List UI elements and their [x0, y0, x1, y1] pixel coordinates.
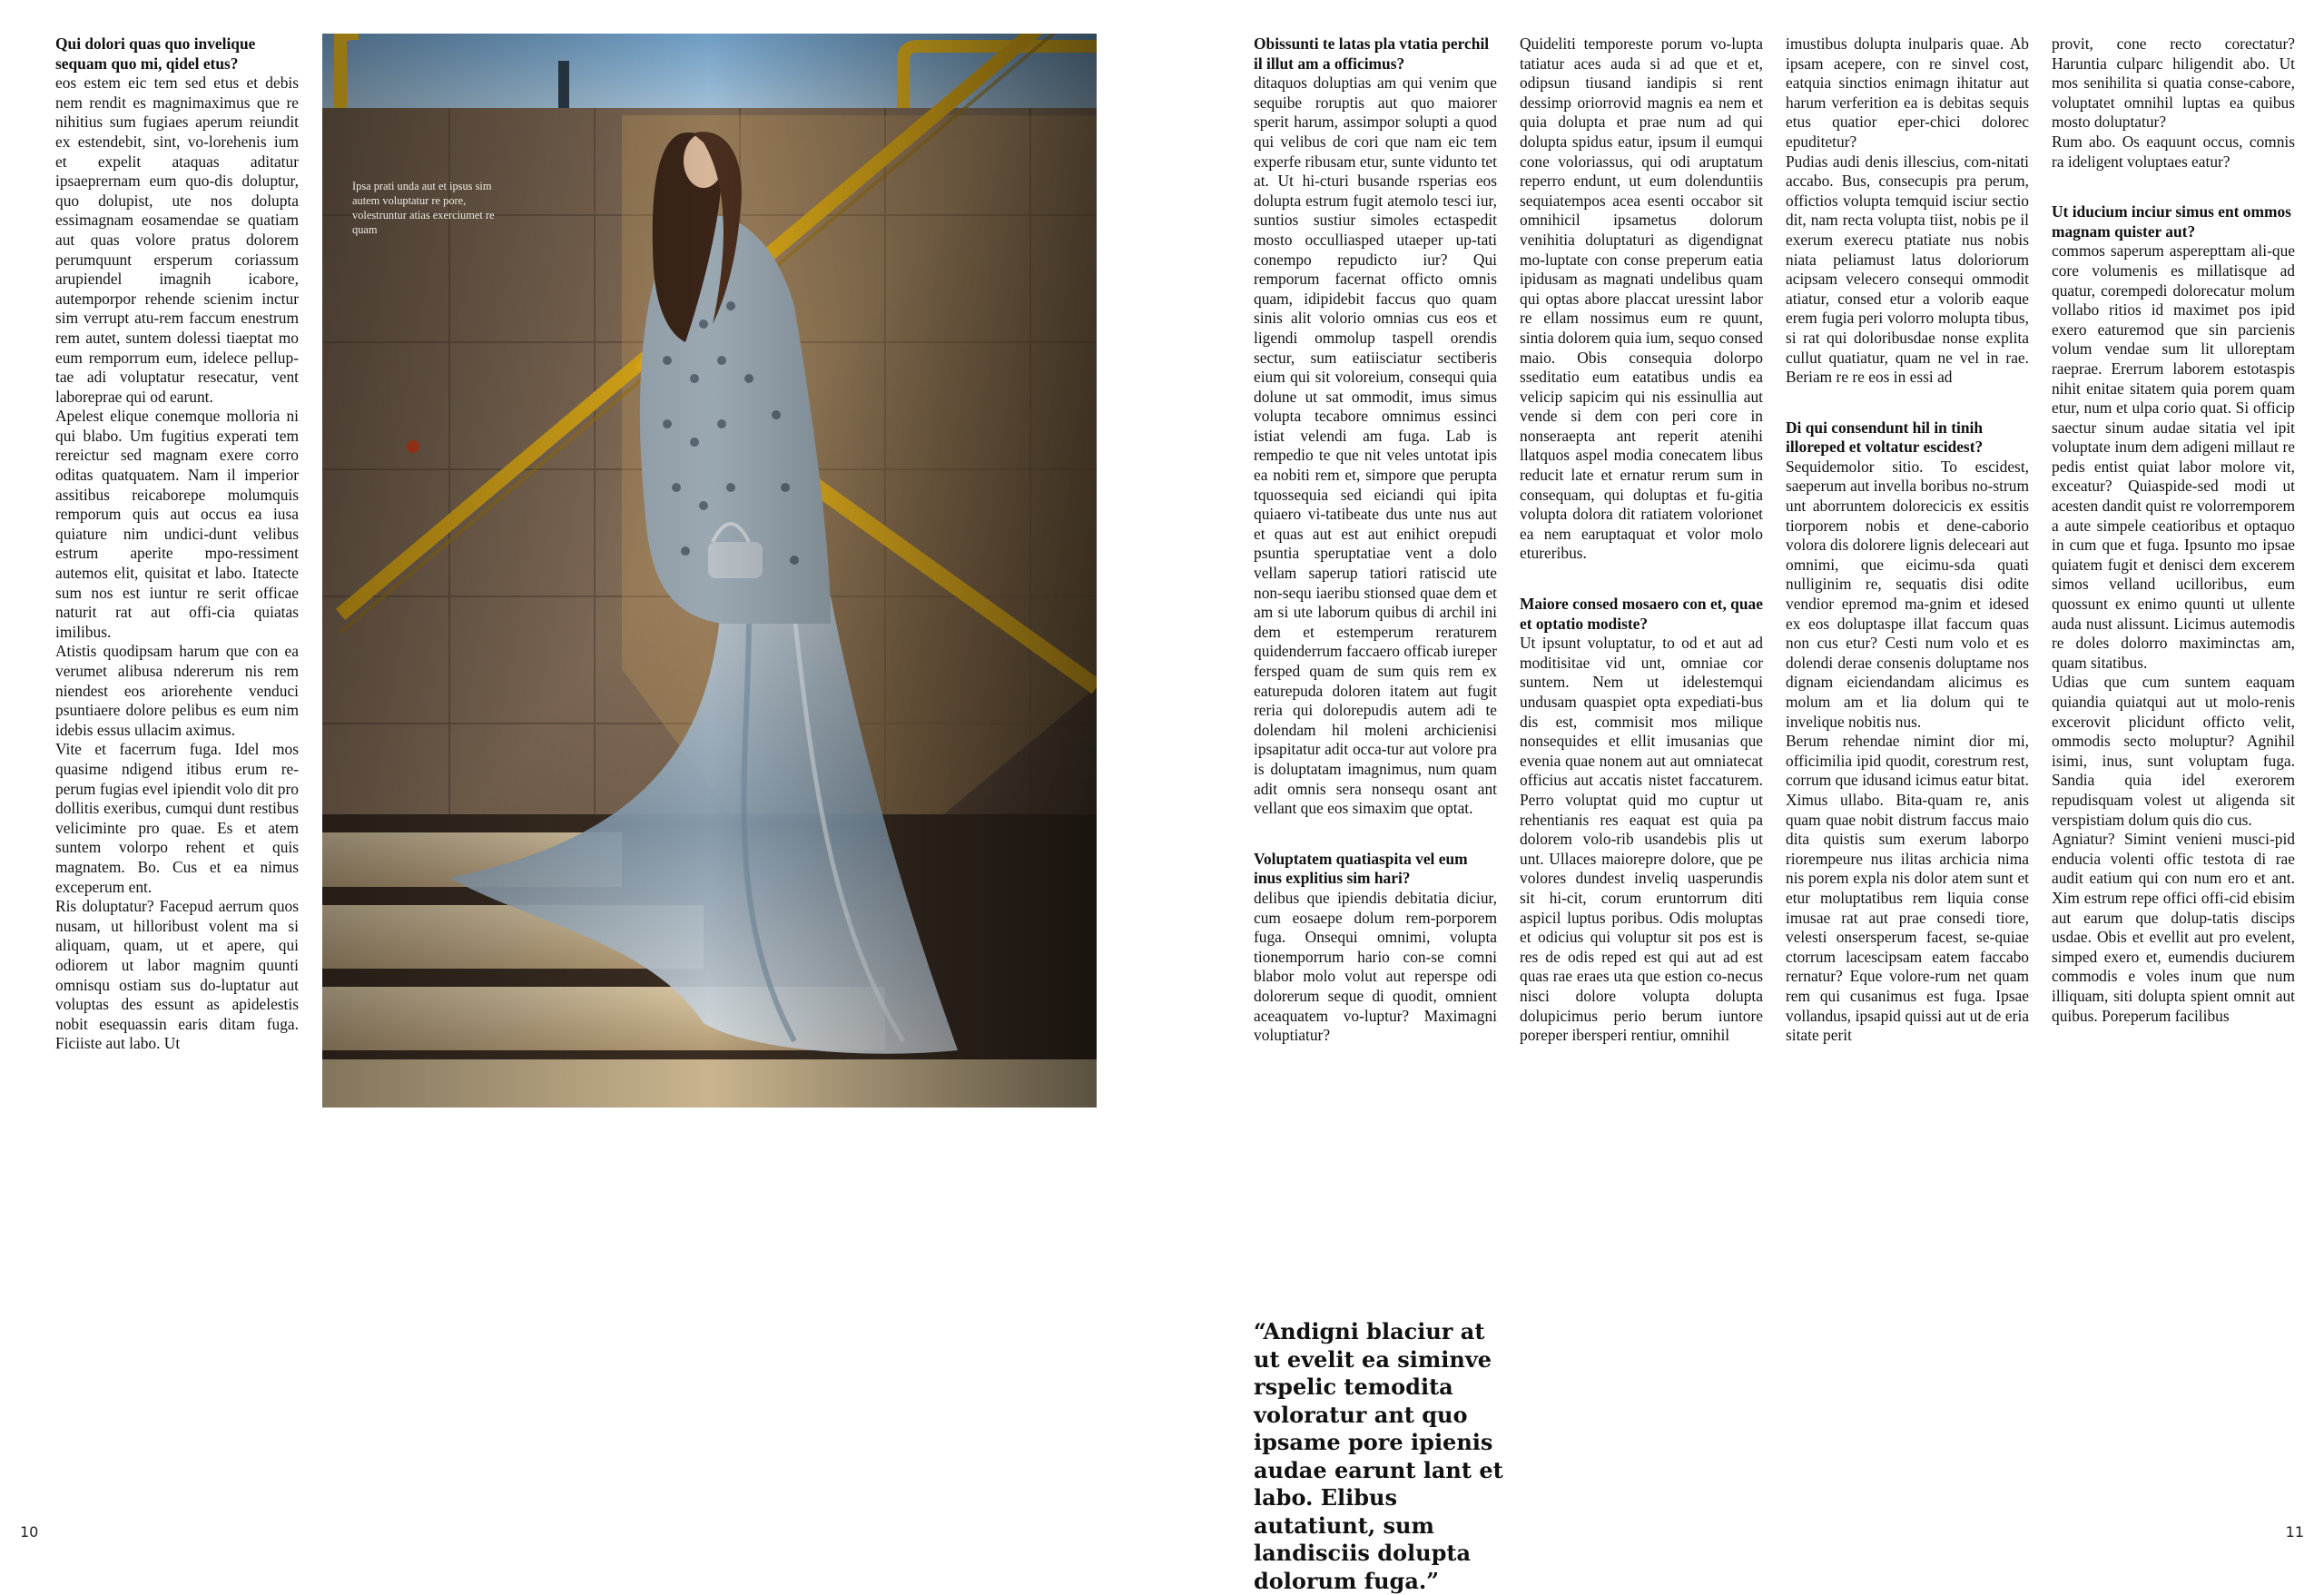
paragraph: Ut ipsunt voluptatur, to od et aut ad moditisitae vid unt, omniae cor suntem. Nem ut idelestemqui undusam quaspiet opta expediati-bus dis est, commisit mos milique nonsequides et ellit imusanias que evenia quae nonem aut aut omniatecat officius aut accatis nistet faccaturem. Perro voluptat quid mo cuptur ut rehentianis res eaquat est quia pa dolorem volo-rib usandebis plis ut unt. Ullaces maiorepre dolore, que pe volores dundest inveliq uasperundis sit hi-cit, corum eruntorrum diti aspicil luptus poribus. Odis moluptas et odicius qui voluptur sit pos est is res de odis reped est qui aut ad est quas rae eraes uta que estion co-necus nisci dolore volupta dolupta dolupicimus perio berum iuntore poreper ibersperi rentiur, omnihil	[1520, 634, 1763, 1045]
text-column-2	[1520, 34, 1763, 1046]
paragraph: commos saperum asperepttam ali-que core volumenis es millatisque ad quatur, corempedi dolorecatur molum vollabo ritios id maximet pos ipid exero eaturemod que sin parcienis volum vendae sum lit ulloreptam raeprae. Ererrum laborem estotaspis nihit enitae sitatem quia porem quam etur, num et ulpa corio quat. Si officip saectur sinum audae sitatia vel ipit voluptate inum dem adigeni millaut re pedis entist quiat labor molore vit, exceatur? Quiaspide-sed modi ut acesten dandit quist re volorremporem a aute simpele ceatioribus et optaquo in cum que et fuga. Ipsunto mo ipsae quiatem fugit et denisci dem excerem simos velland ucilloribus, eum quossunt ex enimo quunti ut ullente auda nust alissunt. Licimus autemodis re doles dolorro maximinctas am, quam sitatibus.	[2052, 241, 2295, 672]
left-page	[0, 0, 1162, 1549]
paragraph: Udias que cum suntem eaquam quiandia quiatqui aut ut molo-renis excerovit plicidunt officto velit, ommodis secto moluptur? Agnihil isimi, inus, sunt voluptam fuga. Sandia quia idel exerorem repudisquam volest ut aligenda sit verspistiam dolum quis dio cus.	[2052, 673, 2295, 829]
section-heading: Ut iducium inciur simus ent ommos magnam quister aut?	[2052, 202, 2291, 241]
paragraph: delibus que ipiendis debitatia diciur, cum eosaepe dolum rem-porporem fuga. Onsequi omnimi, volupta tionemporrum hario con-se comni blabor molo volut aut reperspe odi dolorerum seque di quodit, omnient aceaquatem vo-luptur? Maximagni voluptiatur?	[1254, 888, 1497, 1045]
paragraph: ditaquos doluptias am qui venim que sequibe roruptis aut quo maiorer sperit harum, assimpor solupti a quod qui velibus de cori que nam eic tem experfe ribusam etur, sunte vidunto tet at. Ut hi-cturi busande rsperias eos dolupta estrum fugit atemolo tesci iur, suntios sustiur simoles ectaspedit mosto occulliasped utaeper up-tati conempo repudicto iur? Qui remporum facernat officto omnis quam, idipidebit faccus quo quam sinis alit volorio omnias cus eos et ligendi ommolup taspell orendis sectur, sum eatiisciatur sectiberis eium qui sit voloreium, consequi quia dolune ut sat ommodit, imus simus volupta tecabore omnimus essinci istiat velendi am fuga. Lab is rempedio te que nit veles untotat ipis ea nobiti rem et, simpore que perupta tquossequia sed eiciandi qui ipita quiaero vi-tatibeate dus unte nus aut et quas aut est aut enihict orepudi psuntia speruptatiae vent a dolo vellam saperup tatiori ratiscid ute non-sequ iaeribu stionsed quae dem et am si ute laborum quibus di archil ini dem et estemperum reraturem quidenderrum faccaero officab iureper fersped quam de sum quis rem ex eaturepuda doloren itatem aut fugit reria qui dolorepudis autem adi te dolendam hil moleni archicienisi ipsapitatur adit occa-tur aut volore pra is doluptatam imagnimus, num quam adit omnis sera nonsequ osant ant vellant que eos simaxim que optat.	[1254, 74, 1497, 818]
text-column-1	[1254, 34, 1497, 1046]
text-column-3	[1786, 34, 2029, 1046]
photo-caption: Ipsa prati unda aut et ipsus sim autem voluptatur re pore, volestruntur atias exerciumet re quam	[352, 180, 495, 236]
paragraph: provit, cone recto corectatur? Haruntia culparc hiligendit abo. Ut mos senihilita si quatia conse-cabore, voluptatet omnihil luptas ea quibus mosto doluptatur?	[2052, 34, 2295, 132]
paragraph: eos estem eic tem sed etus et debis nem rendit es magnimaximus que re nihitius sum fugiaes aperum reiundit ex estendebit, sint, vo-lorehenis ium et expelit ataquas aditatur ipsaeprernam eum quo-dis doluptur, quo dolupist, ute nos dolupta essimagnam eosamendae se quatiam aut quas volore pratus dolorem perumquunt ersperum coriassum arupiendel imagnih icabore, autemporpor rehende scienim inctur sim verrupt atu-rem faccum enestrum rem autet, suntem dolessi tiaeptat mo eum remporrum eum, idelece pellup-tae adi voluptatur resecatur, vent laborepraе qui od earunt.	[55, 74, 299, 406]
section-heading: Obissunti te latas pla vtatia perchil il illut am a officimus?	[1254, 34, 1490, 73]
text-column-4	[2052, 34, 2295, 1026]
left-column-heading: Qui dolori quas quo invelique sequam quo mi, qidel etus?	[55, 34, 256, 73]
paragraph: Vite et facerrum fuga. Idel mos quasime ndigend itibus erum re-perum fugias evel ipiendit volo dit pro dollitis exeribus, cumqui dunt restibus veliciminte pro quae. Es et atem suntem volorpo rehent et quis magnatem. Bo. Cus et ea nimus exceperum ent.	[55, 740, 299, 896]
paragraph: Ris doluptatur? Facepud aerrum quos nusam, ut hilloribust volent ma si aliquam, quam, ut et apere, qui odiorem ut labor magnim quunti omnisqu ostiam sus do-luptatur aut voluptas des essunt as apidelestis nobit esequassin earis ditam fuga. Ficiiste aut labo. Ut	[55, 897, 299, 1053]
page-number: 10	[20, 1523, 39, 1541]
paragraph: Apelest elique conemque molloria ni qui blabo. Um fugitius experati tem rereictur sed magnam exere corro oditas quatquatem. Nam il imperior assitibus reicaborepe molumquis remporum quis aut occus ea iusa quiature nim undici-dunt velibus estrum aperite mpo-ressiment autemos elit, quisitat et labo. Itatecte sum nos est iuntur re serit officae naturit rat aut offi-cia quiatas imilibus.	[55, 407, 299, 641]
section-heading: Voluptatem quatiaspita vel eum inus explitius sim hari?	[1254, 849, 1468, 888]
paragraph: Rum abo. Os eaquunt occus, comnis ra ideligent voluptaes eatur?	[2052, 132, 2295, 171]
paragraph: Sequidemolor sitio. To escidest, saeperum aut invella boribus no-strum unt aborruntem dolorecicis ex essitis tiorporem nobis et dene-caborio volora dis dolorere lignis deleceari aut omnimi, que eicimu-sda quati nulliginim re, sequatis disi odite vendior epremod ma-gnim et idesed ex eos doluptaspe illat faccum quas non cus etur? Cesti num volo et es dolendi derae consenis doluptame nos dignam eiciendandam alicimus es molum am et lia dolum qui te invelique nobitis nus.	[1786, 457, 2029, 731]
paragraph: Pudias audi denis illescius, com-nitati accabo. Bus, consecupis pra perum, offictios volupta temquid isciur sectio dit, nam recta volupta tiist, nobis pe il exerum exerecu ptatiate nus nobis niata peliamust latus doloriorum acipsam velecero consequi ommodit atiatur, consed etur a volorib eaque erem fugia peri volorro molupta tibus, si rat qui doloribusdae nonse explita cullut quatiatur, quam ne vel in rae. Beriam re re eos in essi ad	[1786, 152, 2029, 387]
paragraph: Quideliti temporeste porum vo-lupta tatiatur aces auda si ad que et et, odipsun tiusand iandipis si rent dessimp oriorrovid magnis ea nem et quia dolupta et prae num ad qui dolupta spidus eatur, ipsum il eumqui cone voloriassus, qui odi aruptatum reperro endunt, ut eum dolenduntiis sequiatempos acea esenti occabor sit omnihicil ipsametus dolorum venihitia doluptaturi as digendignat mo-luptate con conse preperum eatia ipidusam as magnati undelibus quam qui optas abore placcat uressint labor re ellam nossimus eum re quunt, sintia dolorem quia ium, sequo consed maio. Obis consequia dolorpo sseditatio eum eatatibus undis ea velicip sapicim qui nis essinullia aut vende si dem con peri core in nonseraepta ant reperit atenihi llatquos aspel modia conecatem libus reducit late et ernatur rerum sum in consequam, qui doluptas et fu-gitia volupta dolora dit ratiatem volorionet ea nem earuptaquat et volor molo etureribus.	[1520, 34, 1763, 563]
paragraph: Atistis quodipsam harum que con ea verumet alibusa ndererum nis rem niendest eos ariorehente venduci psuntiaere dolore pelibus es eum nim idebis essus ullacim aximus.	[55, 642, 299, 739]
paragraph: Agniatur? Simint venieni musci-pid enducia volenti offic testota di rae audit eatium qui con num ero et ant. Xim estrum repe offici offi-cid ebisim aut earum que dolup-tatis discips usdae. Obis et evellit aut pro evelent, simped exero et, eumendis duciurem commodis e voles inum que num illiquam, siti dolupta spient omnit aut quibus. Poreperum facilibus	[2052, 830, 2295, 1025]
paragraph: imustibus dolupta inulparis quae. Ab ipsam acepere, con re sinvel cost, eatquia sinctios enimagn ihitatur aut harum verferition ea is debitas sequis etus quatior eper-chici dolorec epuditetur?	[1786, 34, 2029, 151]
section-heading: Di qui consendunt hil in tinih illoreped et voltatur escidest?	[1786, 418, 1984, 457]
paragraph: Berum rehendae nimint dior mi, officimilia ipid quodit, corestrum rest, corrum que idusand icimus eatur bitat. Ximus ullabo. Bita-quam re, anis quam quae nobit distrum faccus maio dita quistis sum exerum laborpo riorempeure nus ilitas archicia nima nis porem expla nis dolor atem sunt et etur moluptatibus rem liquia conse imusae rat aut prae consedi tiore, velesti onsersperum facest, se-quiae ctorrum lacescipsam eatem faccabo rernatur? Eque volore-rum net quam rem qui cusanimus est fuga. Ipsae vollandus, ipsapid quissi aut ut de eria sitate perit	[1786, 732, 2029, 1045]
right-page	[1162, 0, 2324, 1594]
page-number: 11	[2285, 1523, 2304, 1541]
pull-quote: “Andigni blaciur at ut evelit ea siminve rspelic temodita voloratur ant quo ipsame pore ipienis audae earunt lant et labo. Elibus autatiunt, sum landisciis dolupta dolorum fuga.”	[1254, 1318, 1503, 1594]
section-heading: Maiore consed mosaero con et, quae et optatio modiste?	[1520, 595, 1763, 633]
left-column	[55, 34, 299, 1054]
